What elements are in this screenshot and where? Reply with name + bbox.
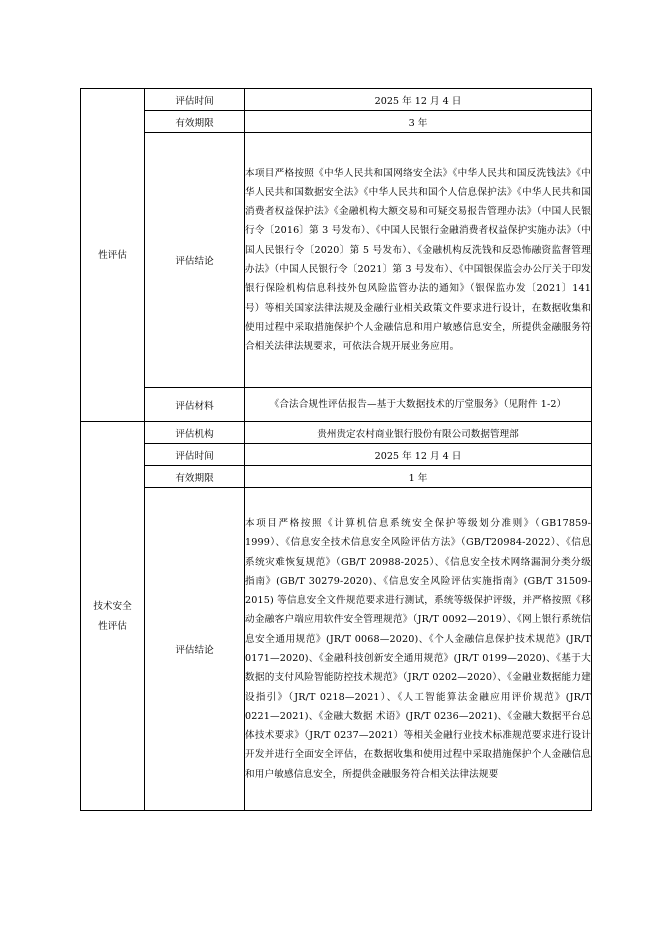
row-value: 1 年	[245, 466, 592, 488]
table-row	[81, 89, 592, 111]
table-row	[81, 422, 592, 444]
table-row	[81, 444, 592, 466]
table-row	[81, 388, 592, 422]
row-label: 评估结论	[145, 133, 245, 388]
category-label: 技术安全性评估	[93, 601, 132, 632]
row-label: 有效期限	[145, 111, 245, 133]
row-label: 评估时间	[145, 444, 245, 466]
evaluation-table	[80, 88, 592, 811]
row-value: 2025 年 12 月 4 日	[245, 444, 592, 466]
row-label: 评估材料	[145, 388, 245, 422]
row-value: 贵州贵定农村商业银行股份有限公司数据管理部	[245, 422, 592, 444]
material-text: 《合法合规性评估报告—基于大数据技术的厅堂服务》（见附件 1-2）	[245, 388, 592, 422]
row-label: 有效期限	[145, 466, 245, 488]
table-row	[81, 488, 592, 811]
conclusion-text: 本项目严格按照《中华人民共和国网络安全法》《中华人民共和国反洗钱法》《中华人民共和国数据安全法》《中华人民共和国个人信息保护法》《中华人民共和国消费者权益保护法》《金融机构大额交易和可疑交易报告管理办法》（中国人民银行令〔2016〕第 3 号发布）、《中国人民银行金融消费者权益保护实施办法》（中国人民银行令〔2020〕第 5 号发布）、《金融机构反洗钱和反恐怖融资监督管理办法》（中国人民银行令〔2021〕第 3 号发布）、《中国银保监会办公厅关于印发银行保险机构信息科技外包风险监管办法的通知》（银保监办发〔2021〕141 号）等相关国家法律法规及金融行业相关政策文件要求进行设计，在数据收集和使用过程中采取措施保护个人金融信息和用户敏感信息安全，所提供金融服务符合相关法律法规要求，可依法合规开展业务应用。	[245, 133, 592, 388]
category-cell	[81, 89, 145, 422]
row-value: 3 年	[245, 111, 592, 133]
table-row	[81, 111, 592, 133]
row-label: 评估时间	[145, 89, 245, 111]
conclusion-text: 本项目严格按照《计算机信息系统安全保护等级划分准则》（GB17859-1999）、《信息安全技术信息安全风险评估方法》（GB/T20984-2022）、《信息系统灾难恢复规范》（GB/T 20988-2025）、《信息安全技术网络漏洞分类分级指南》(GB/T 30279-2020)、《信息安全风险评估实施指南》(GB/T 31509-2015) 等信息安全文件规范要求进行测试，系统等级保护评级，并严格按照《移动金融客户端应用软件安全管理规范》（JR/T 0092—2019）、《网上银行系统信息安全通用规范》(JR/T 0068—2020)、《个人金融信息保护技术规范》(JR/T 0171—2020)、《金融科技创新安全通用规范》(JR/T 0199—2020)、《基于大数据的支付风险智能防控技术规范》（JR/T 0202—2020）、《金融业数据能力建设指引》（JR/T 0218—2021）、《人工智能算法金融应用评价规范》(JR/T 0221—2021)、《金融大数据 术语》(JR/T 0236—2021)、《金融大数据平台总体技术要求》（JR/T 0237—2021）等相关金融行业技术标准规范要求进行设计开发并进行全面安全评估，在数据收集和使用过程中采取措施保护个人金融信息和用户敏感信息安全，所提供金融服务符合相关法律法规要	[245, 488, 592, 811]
row-value: 2025 年 12 月 4 日	[245, 89, 592, 111]
table-row	[81, 133, 592, 388]
category-label: 性评估	[98, 250, 127, 261]
row-label: 评估机构	[145, 422, 245, 444]
category-cell	[81, 422, 145, 811]
row-label: 评估结论	[145, 488, 245, 811]
table-row	[81, 466, 592, 488]
